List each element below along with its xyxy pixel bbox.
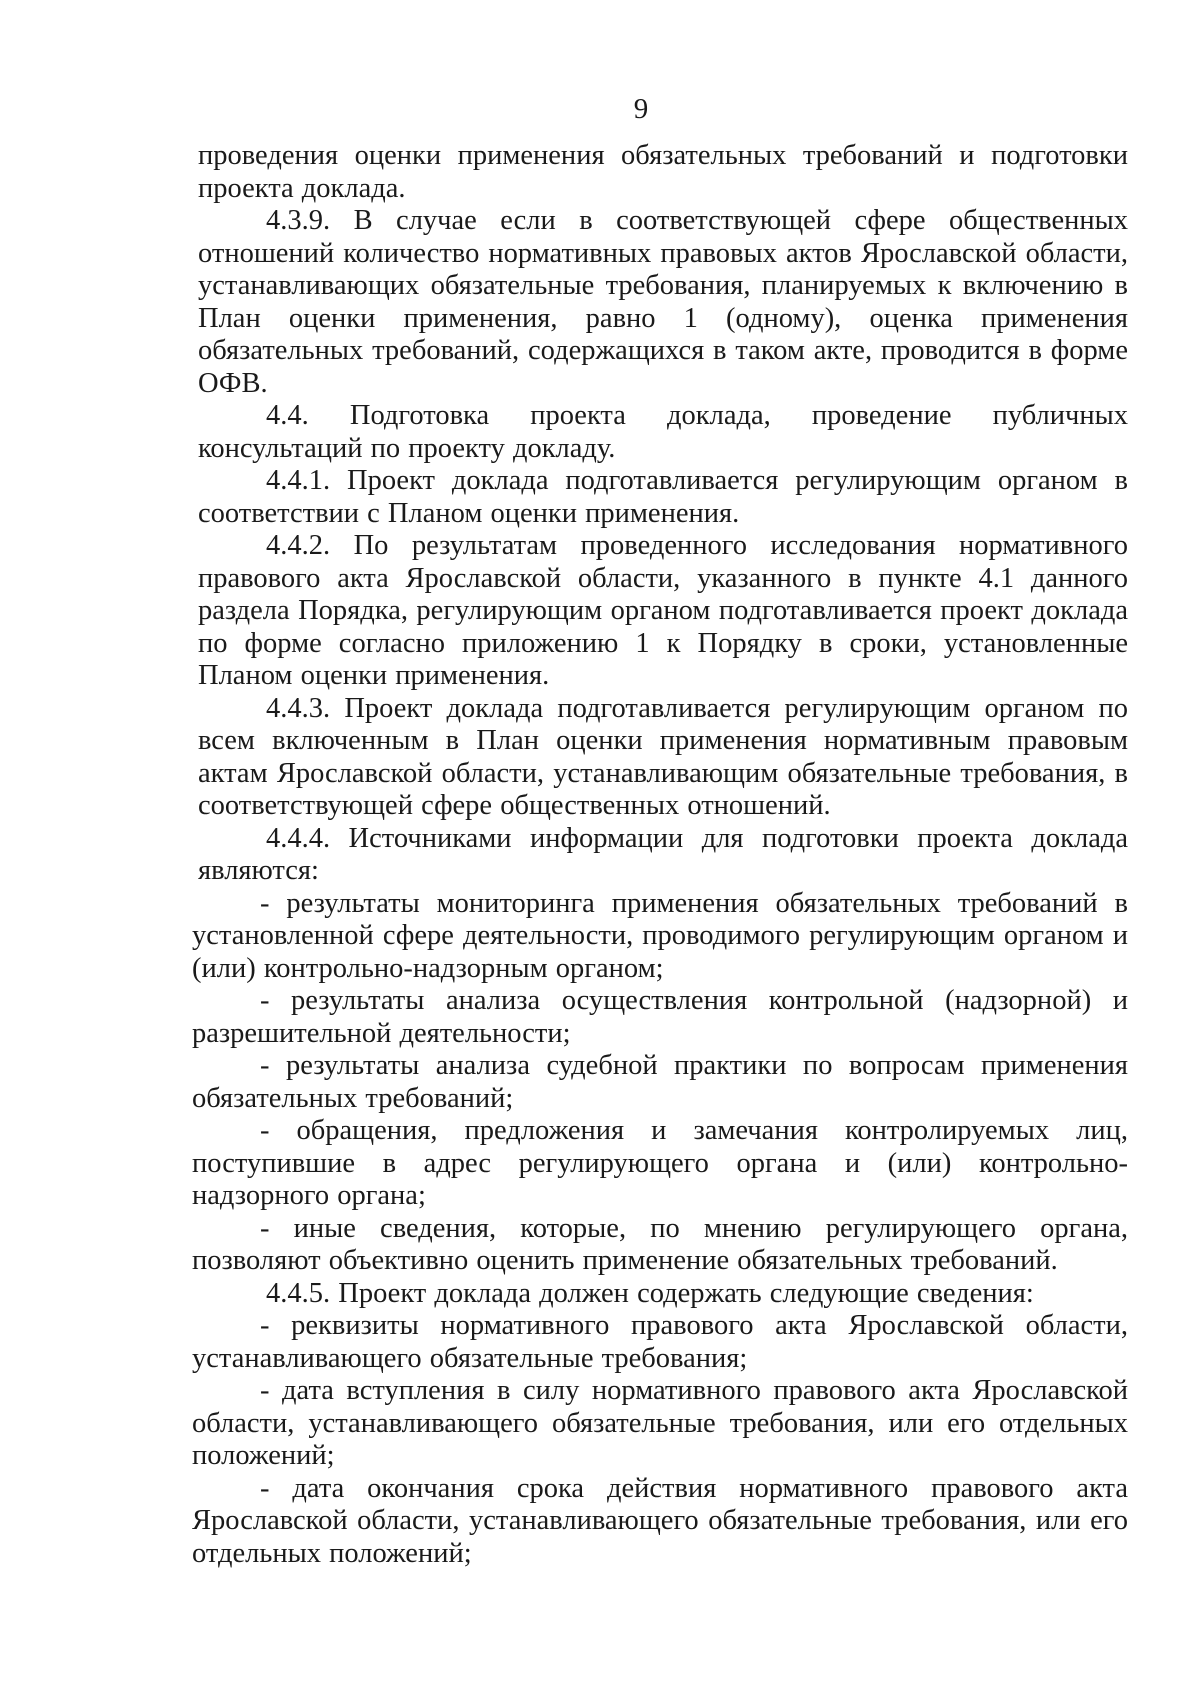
list-item: - результаты мониторинга применения обязательных требований в установленной сфере деятельности, проводимого регулирующим органом и (или) контрольно-надзорным органом;	[192, 887, 1128, 984]
paragraph-4-4-1: 4.4.1. Проект доклада подготавливается регулирующим органом в соответствии с Планом оценки применения.	[198, 465, 1128, 529]
paragraph-continuation: проведения оценки применения обязательных требований и подготовки проекта доклада.	[198, 140, 1128, 204]
list-item: - обращения, предложения и замечания контролируемых лиц, поступившие в адрес регулирующего органа и (или) контрольно-надзорного органа;	[192, 1115, 1128, 1211]
paragraph-4-4: 4.4. Подготовка проекта доклада, проведение публичных консультаций по проекту докладу.	[198, 400, 1128, 464]
list-item: - реквизиты нормативного правового акта Ярославской области, устанавливающего обязательные требования;	[192, 1310, 1128, 1374]
contents-list	[192, 1310, 1128, 1570]
list-item: - дата окончания срока действия нормативного правового акта Ярославской области, устанавливающего обязательные требования, или его отдельных положений;	[192, 1472, 1128, 1569]
list-item: - дата вступления в силу нормативного правового акта Ярославской области, устанавливающего обязательные требования, или его отдельных положений;	[192, 1375, 1128, 1471]
list-item: - результаты анализа осуществления контрольной (надзорной) и разрешительной деятельности;	[192, 985, 1128, 1049]
list-item: - иные сведения, которые, по мнению регулирующего органа, позволяют объективно оценить применение обязательных требований.	[192, 1212, 1128, 1276]
paragraph-4-3-9: 4.3.9. В случае если в соответствующей сфере общественных отношений количество нормативных правовых актов Ярославской области, устанавливающих обязательные требования, планируемых к включению в План оценки применения, равно 1 (одному), оценка применения обязательных требований, содержащихся в таком акте, проводится в форме ОФВ.	[198, 205, 1128, 399]
sources-list	[192, 888, 1128, 1278]
paragraph-4-4-5: 4.4.5. Проект доклада должен содержать следующие сведения:	[266, 1277, 1034, 1309]
list-item: - результаты анализа судебной практики по вопросам применения обязательных требований;	[192, 1050, 1128, 1114]
paragraph-4-4-3: 4.4.3. Проект доклада подготавливается регулирующим органом по всем включенным в План оценки применения нормативным правовым актам Ярославской области, устанавливающим обязательные требования, в соответствующей сфере общественных отношений.	[198, 692, 1128, 821]
paragraph-4-4-4: 4.4.4. Источниками информации для подготовки проекта доклада являются:	[198, 822, 1128, 886]
page-number: 9	[633, 93, 649, 125]
paragraph-4-4-2: 4.4.2. По результатам проведенного исследования нормативного правового акта Ярославской области, указанного в пункте 4.1 данного раздела Порядка, регулирующим органом подготавливается проект доклада по форме согласно приложению 1 к Порядку в сроки, установленные Планом оценки применения.	[198, 530, 1128, 691]
document-body	[192, 140, 1128, 1570]
